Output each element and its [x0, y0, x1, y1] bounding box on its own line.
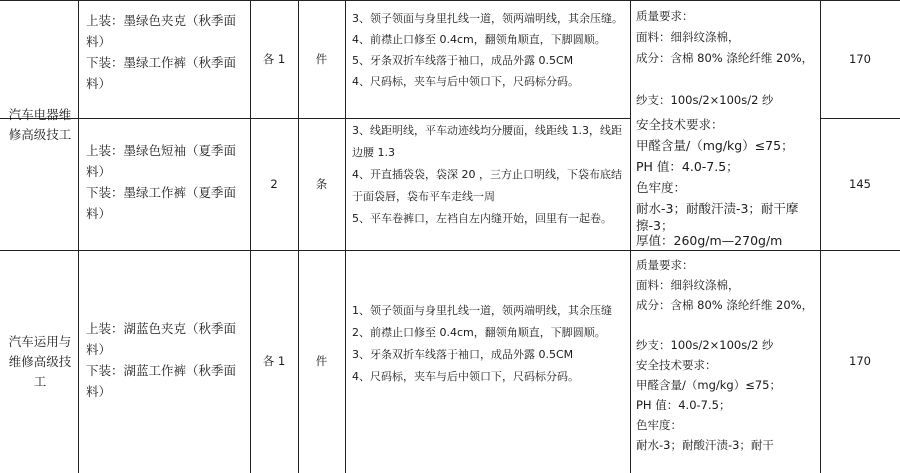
- quality-line: 成分：含棉 80% 涤纶纤维 20%，: [636, 51, 814, 65]
- quality-line: PH 值：4.0-7.5；: [636, 398, 731, 412]
- price-cell: [820, 0, 900, 118]
- quality-bottom-block: [636, 257, 816, 473]
- quality-top-block: [636, 8, 816, 118]
- quality-line: 质量要求：: [636, 9, 694, 23]
- craft-cell: 3、线距明线，平车动迹线均分腰面，线距线 1.3，线距边腰 1.3 4、开直插袋袋，袋深 20 ，三方止口明线，下袋布底结于面袋唇，袋布平车走线一周 5、平车卷裤口，左裆自左内缝开始，回里有一起卷。: [352, 124, 622, 225]
- quality-line: 面料：细斜纹涤棉，: [636, 30, 740, 44]
- price-value: 170: [849, 51, 871, 66]
- qty-cell: [250, 0, 298, 118]
- garment-cell: 上装：墨绿色短袖（夏季面料） 下装：墨绿工作裤（夏季面料）: [86, 143, 237, 221]
- table-rule: [630, 0, 631, 473]
- quality-line: 质量要求：: [636, 258, 694, 272]
- quality-line: 面料：细斜纹涤棉，: [636, 278, 740, 292]
- price-value: 145: [849, 176, 871, 191]
- quality-line: 安全技术要求：: [636, 117, 724, 132]
- job-title-cell: [4, 0, 76, 250]
- quality-line: 安全技术要求：: [636, 358, 717, 372]
- qty-cell: [250, 118, 298, 250]
- quality-line: 成分：含棉 80% 涤纶纤维 20%，: [636, 298, 814, 312]
- qty-value: 各 1: [262, 51, 286, 66]
- table-rule: [0, 0, 900, 1]
- table-rule: [0, 250, 900, 251]
- job-title: 汽车电器维修高级技工: [8, 107, 72, 142]
- qty-value: 各 1: [262, 354, 286, 368]
- quality-line: 甲醛含量/（mg/kg）≤75；: [636, 378, 781, 392]
- table-rule: [345, 0, 346, 473]
- unit-cell: [298, 118, 345, 250]
- job-title-cell: [4, 250, 76, 473]
- quality-line: 色牢度：: [636, 418, 682, 432]
- unit-value: 件: [315, 354, 328, 368]
- craft-cell: 3、领子领面与身里扎线一道，领两端明线，其余压缝。 4、前襟止口修至 0.4cm，翻领角顺直，下脚圆顺。 5、牙条双折车线落于袖口，成品外露 0.5CM 4、尺码标，夹车与后中领口下，尺码标分码。: [352, 12, 623, 88]
- quality-line: 纱支：100s/2×100s/2 纱: [636, 338, 774, 352]
- qty-value: 2: [270, 176, 278, 191]
- quality-mid-block: [636, 116, 816, 250]
- garment-cell: 上装：湖蓝色夹克（秋季面料） 下装：湖蓝工作裤（秋季面料）: [86, 321, 237, 399]
- craft-cell: 1、领子领面与身里扎线一道，领两端明线，其余压缝 2、前襟止口修至 0.4cm，翻领角顺直，下脚圆顺。 3、牙条双折车线落于袖口，成品外露 0.5CM 4、尺码标，夹车与后中领口下，尺码标分码。: [352, 304, 612, 383]
- price-value: 170: [849, 354, 871, 368]
- table-rule: [78, 0, 79, 473]
- quality-line: 甲醛含量/（mg/kg）≤75；: [636, 138, 794, 153]
- garment-cell: 上装：墨绿色夹克（秋季面料） 下装：墨绿工作裤（秋季面料）: [86, 13, 237, 91]
- qty-cell: [250, 250, 298, 473]
- unit-cell: [298, 250, 345, 473]
- job-title: 汽车运用与维修高级技工: [8, 333, 72, 389]
- price-cell: [820, 250, 900, 473]
- quality-line: 色牢度：: [636, 180, 687, 195]
- quality-line: 纱支：100s/2×100s/2 纱: [636, 93, 774, 107]
- price-cell: [820, 118, 900, 250]
- unit-value: 件: [315, 51, 328, 66]
- quality-line: 厚值：260g/m—270g/m: [636, 233, 783, 248]
- quality-line: 耐水-3；耐酸汗渍-3；耐干摩擦-3；: [636, 201, 799, 233]
- unit-cell: [298, 0, 345, 118]
- unit-value: 条: [315, 176, 328, 191]
- quality-line: 耐水-3；耐酸汗渍-3；耐干: [636, 438, 774, 452]
- quality-line: PH 值：4.0-7.5；: [636, 159, 739, 174]
